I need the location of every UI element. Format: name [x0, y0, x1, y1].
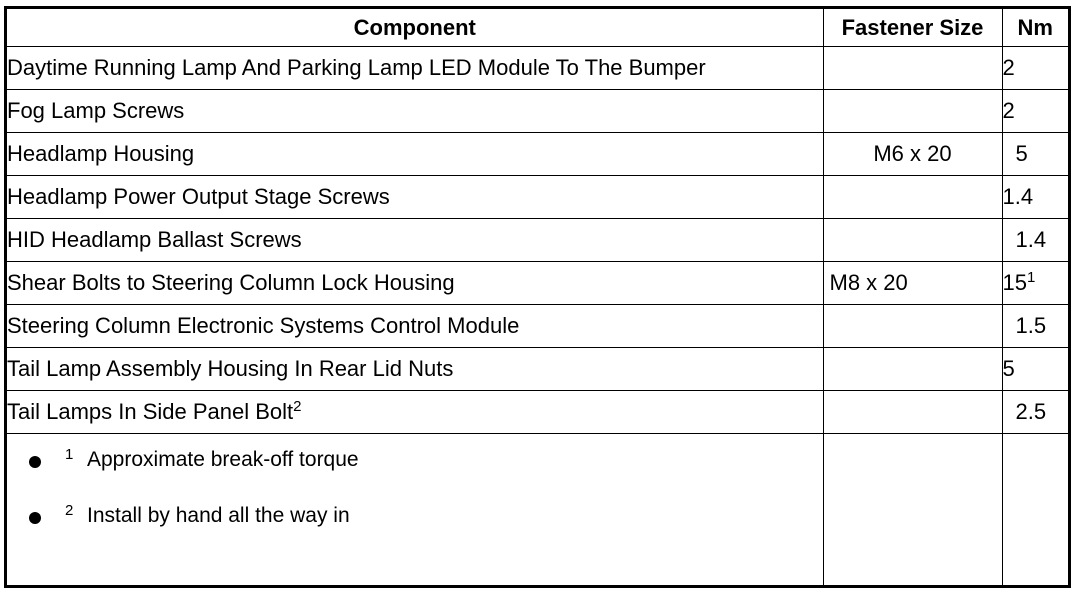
nm-cell	[1002, 348, 1068, 391]
footnote-mark: 2	[293, 398, 302, 415]
nm-cell	[1002, 90, 1068, 133]
component-text: Daytime Running Lamp And Parking Lamp LED Module To The Bumper	[7, 55, 706, 80]
fastener-size-cell: M6 x 20	[823, 133, 1002, 176]
component-cell	[7, 305, 823, 348]
footnote-text: Approximate break-off torque	[87, 448, 359, 471]
torque-spec-table	[7, 9, 1068, 585]
header-nm: Nm	[1002, 9, 1068, 47]
nm-value: 2	[1002, 55, 1015, 80]
footnote-mark: 1	[1026, 269, 1036, 286]
fastener-size-cell	[823, 348, 1002, 391]
component-cell	[7, 219, 823, 262]
footnote-text: Install by hand all the way in	[87, 504, 350, 527]
fastener-size-cell	[823, 176, 1002, 219]
nm-value: 1.4	[1015, 227, 1047, 252]
nm-value: 2	[1002, 98, 1015, 123]
bullet-icon	[29, 512, 41, 524]
footnote-number: 1	[65, 446, 74, 463]
nm-value: 15	[1002, 270, 1027, 295]
footnote-number: 2	[65, 502, 74, 519]
table-row	[7, 348, 1068, 391]
table-row	[7, 176, 1068, 219]
nm-value: 1.5	[1015, 313, 1047, 338]
component-cell	[7, 90, 823, 133]
component-text: Tail Lamps In Side Panel Bolt	[7, 399, 294, 424]
table-row	[7, 90, 1068, 133]
fastener-size-cell	[823, 219, 1002, 262]
footnotes-empty-nm-cell	[1002, 434, 1068, 586]
component-text: Shear Bolts to Steering Column Lock Housing	[7, 270, 455, 295]
component-text: Fog Lamp Screws	[7, 98, 185, 123]
table-row	[7, 262, 1068, 305]
component-text: Steering Column Electronic Systems Control Module	[7, 313, 520, 338]
header-component: Component	[7, 9, 823, 47]
fastener-size-cell	[823, 391, 1002, 434]
table-header-row	[7, 9, 1068, 47]
nm-cell	[1002, 305, 1068, 348]
torque-spec-table-frame	[4, 6, 1071, 588]
footnotes-row	[7, 434, 1068, 586]
footnote-list	[7, 448, 823, 528]
fastener-size-cell	[823, 47, 1002, 90]
table-row	[7, 47, 1068, 90]
component-text: HID Headlamp Ballast Screws	[7, 227, 302, 252]
footnote-item	[7, 504, 823, 528]
fastener-size-cell	[823, 90, 1002, 133]
footnote-item	[7, 448, 823, 472]
footnotes-cell	[7, 434, 823, 586]
nm-cell	[1002, 176, 1068, 219]
nm-cell	[1002, 219, 1068, 262]
component-cell	[7, 176, 823, 219]
nm-cell	[1002, 391, 1068, 434]
bullet-icon	[29, 456, 41, 468]
header-fastener-size: Fastener Size	[823, 9, 1002, 47]
footnotes-empty-size-cell	[823, 434, 1002, 586]
nm-value: 2.5	[1015, 399, 1047, 424]
fastener-size-cell: M8 x 20	[823, 262, 1002, 305]
component-text: Headlamp Housing	[7, 141, 195, 166]
component-cell	[7, 348, 823, 391]
nm-cell	[1002, 47, 1068, 90]
component-cell	[7, 133, 823, 176]
fastener-size-cell	[823, 305, 1002, 348]
nm-value: 1.4	[1002, 184, 1034, 209]
component-cell	[7, 391, 823, 434]
table-row	[7, 219, 1068, 262]
table-row	[7, 305, 1068, 348]
table-row	[7, 391, 1068, 434]
nm-cell	[1002, 262, 1068, 305]
component-text: Tail Lamp Assembly Housing In Rear Lid Nuts	[7, 356, 454, 381]
component-cell	[7, 262, 823, 305]
component-cell	[7, 47, 823, 90]
table-row	[7, 133, 1068, 176]
component-text: Headlamp Power Output Stage Screws	[7, 184, 390, 209]
nm-cell	[1002, 133, 1068, 176]
nm-value: 5	[1002, 356, 1015, 381]
nm-value: 5	[1015, 141, 1028, 166]
